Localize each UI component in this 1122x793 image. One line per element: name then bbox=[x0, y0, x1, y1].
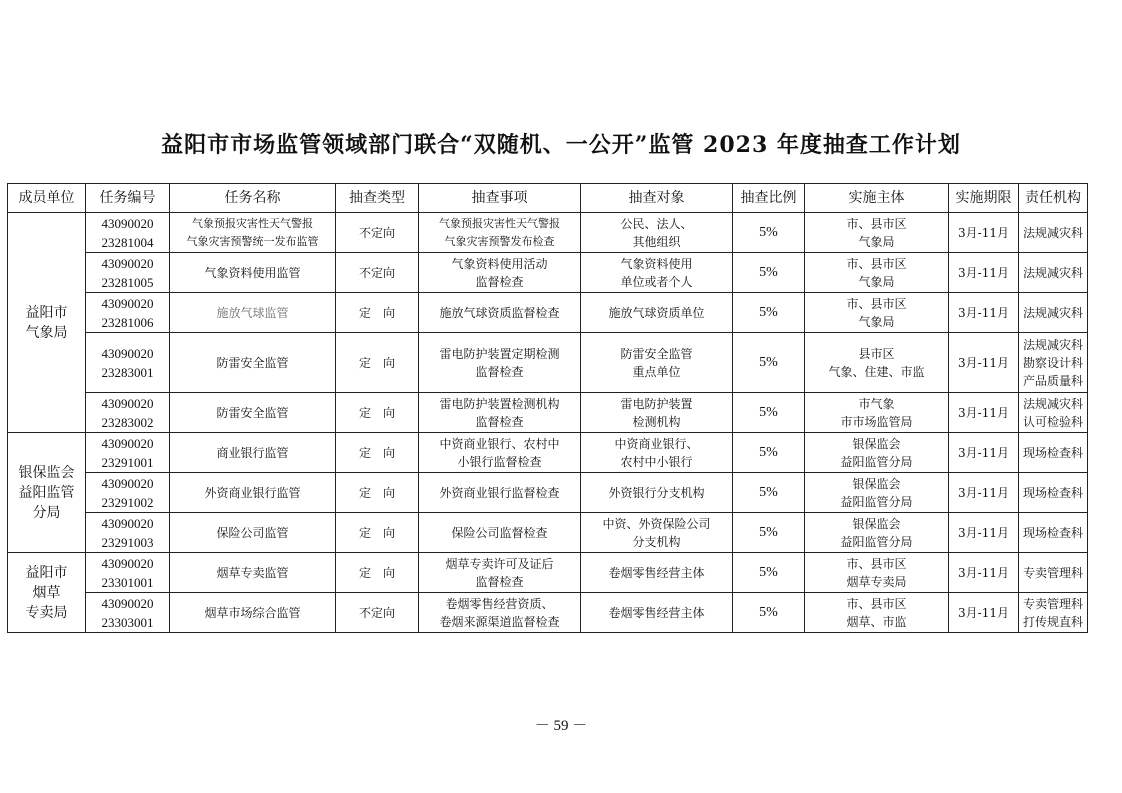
task-code-cell bbox=[86, 293, 170, 333]
responsible-org-cell bbox=[1019, 333, 1088, 393]
table-row bbox=[8, 553, 1088, 593]
header-responsible-org: 责任机构 bbox=[1019, 184, 1088, 213]
table-row bbox=[8, 513, 1088, 553]
period-cell: 3月-11月 bbox=[949, 213, 1019, 253]
table-row bbox=[8, 393, 1088, 433]
inspection-ratio-cell: 5% bbox=[733, 553, 805, 593]
inspection-ratio-cell: 5% bbox=[733, 293, 805, 333]
inspection-target-cell bbox=[581, 293, 733, 333]
implementing-body-cell-line: 市、县市区 bbox=[846, 596, 907, 611]
implementing-body-cell-line: 益阳监管分局 bbox=[840, 534, 913, 549]
implementing-body-cell-line: 市、县市区 bbox=[846, 256, 907, 271]
header-inspection-target: 抽查对象 bbox=[581, 184, 733, 213]
task-name-cell-line: 防雷安全监管 bbox=[216, 405, 289, 420]
member-unit-cell bbox=[8, 433, 86, 553]
period-cell: 3月-11月 bbox=[949, 433, 1019, 473]
inspection-target-cell-line: 公民、法人、 bbox=[620, 216, 693, 231]
inspection-item-cell bbox=[419, 513, 581, 553]
header-task-code: 任务编号 bbox=[86, 184, 170, 213]
task-code-cell bbox=[86, 253, 170, 293]
task-code-cell-line: 23281005 bbox=[101, 274, 154, 290]
member-unit-cell-line: 气象局 bbox=[25, 324, 68, 341]
implementing-body-cell-line: 气象局 bbox=[858, 314, 895, 329]
task-code-cell-line: 23291003 bbox=[101, 534, 154, 550]
member-unit-cell-line: 分局 bbox=[32, 504, 61, 521]
inspection-item-cell-line: 雷电防护装置定期检测 bbox=[439, 346, 560, 361]
inspection-item-cell-line: 监督检查 bbox=[475, 274, 524, 289]
task-name-cell bbox=[170, 513, 336, 553]
task-name-cell-line: 烟草市场综合监管 bbox=[204, 605, 301, 620]
responsible-org-cell-line: 法规减灾科 bbox=[1022, 337, 1083, 352]
implementing-body-cell-line: 银保监会 bbox=[852, 476, 901, 491]
inspection-target-cell-line: 施放气球资质单位 bbox=[608, 305, 705, 320]
inspection-item-cell-line: 中资商业银行、农村中 bbox=[439, 436, 560, 451]
responsible-org-cell-line: 现场检查科 bbox=[1022, 485, 1083, 500]
implementing-body-cell-line: 市气象 bbox=[858, 396, 895, 411]
responsible-org-cell bbox=[1019, 593, 1088, 633]
implementing-body-cell bbox=[805, 393, 949, 433]
inspection-ratio-cell: 5% bbox=[733, 393, 805, 433]
period-cell: 3月-11月 bbox=[949, 333, 1019, 393]
inspection-type-cell: 定 向 bbox=[336, 553, 419, 593]
responsible-org-cell bbox=[1019, 213, 1088, 253]
inspection-target-cell-line: 卷烟零售经营主体 bbox=[608, 605, 705, 620]
inspection-ratio-cell: 5% bbox=[733, 593, 805, 633]
header-member-unit: 成员单位 bbox=[8, 184, 86, 213]
header-implementing-body: 实施主体 bbox=[805, 184, 949, 213]
implementing-body-cell-line: 益阳监管分局 bbox=[840, 454, 913, 469]
task-code-cell bbox=[86, 513, 170, 553]
inspection-target-cell bbox=[581, 513, 733, 553]
inspection-target-cell-line: 雷电防护装置 bbox=[620, 396, 693, 411]
inspection-item-cell bbox=[419, 213, 581, 253]
inspection-target-cell-line: 其他组织 bbox=[632, 234, 681, 249]
task-name-cell bbox=[170, 473, 336, 513]
inspection-target-cell bbox=[581, 253, 733, 293]
task-name-cell-line: 烟草专卖监管 bbox=[216, 565, 289, 580]
inspection-item-cell-line: 气象灾害预警发布检查 bbox=[444, 234, 555, 248]
period-cell: 3月-11月 bbox=[949, 473, 1019, 513]
responsible-org-cell bbox=[1019, 293, 1088, 333]
task-name-cell bbox=[170, 593, 336, 633]
table-header-row bbox=[8, 184, 1088, 213]
implementing-body-cell bbox=[805, 333, 949, 393]
inspection-item-cell-line: 气象预报灾害性天气警报 bbox=[439, 216, 560, 230]
inspection-ratio-cell: 5% bbox=[733, 253, 805, 293]
page-title: 益阳市市场监管领域部门联合“双随机、一公开”监管 2023 年度抽查工作计划 bbox=[161, 132, 961, 158]
task-code-cell bbox=[86, 473, 170, 513]
task-code-cell bbox=[86, 553, 170, 593]
inspection-ratio-cell: 5% bbox=[733, 213, 805, 253]
inspection-target-cell-line: 气象资料使用 bbox=[620, 256, 693, 271]
header-task-name: 任务名称 bbox=[170, 184, 336, 213]
inspection-target-cell bbox=[581, 553, 733, 593]
inspection-target-cell-line: 单位或者个人 bbox=[620, 274, 693, 289]
task-code-cell-line: 43090020 bbox=[101, 555, 154, 571]
task-name-cell-line: 外资商业银行监管 bbox=[204, 485, 301, 500]
inspection-type-cell: 定 向 bbox=[336, 433, 419, 473]
responsible-org-cell-line: 打传规直科 bbox=[1022, 614, 1083, 629]
implementing-body-cell-line: 气象局 bbox=[858, 234, 895, 249]
task-code-cell bbox=[86, 433, 170, 473]
inspection-target-cell-line: 防雷安全监管 bbox=[620, 346, 693, 361]
inspection-item-cell-line: 施放气球资质监督检查 bbox=[439, 305, 560, 320]
responsible-org-cell-line: 法规减灾科 bbox=[1022, 305, 1083, 320]
inspection-ratio-cell: 5% bbox=[733, 473, 805, 513]
period-cell: 3月-11月 bbox=[949, 593, 1019, 633]
task-name-cell bbox=[170, 213, 336, 253]
inspection-item-cell bbox=[419, 253, 581, 293]
task-name-cell-line: 气象预报灾害性天气警报 bbox=[192, 216, 313, 230]
member-unit-cell-line: 专卖局 bbox=[25, 604, 68, 621]
implementing-body-cell-line: 烟草专卖局 bbox=[846, 574, 907, 589]
responsible-org-cell-line: 认可检验科 bbox=[1022, 414, 1083, 429]
period-cell: 3月-11月 bbox=[949, 553, 1019, 593]
inspection-item-cell-line: 监督检查 bbox=[475, 574, 524, 589]
member-unit-cell-line: 益阳市 bbox=[25, 304, 68, 321]
inspection-type-cell: 定 向 bbox=[336, 473, 419, 513]
member-unit-cell-line: 烟草 bbox=[32, 584, 61, 601]
inspection-target-cell-line: 中资、外资保险公司 bbox=[602, 516, 711, 531]
inspection-type-cell: 不定向 bbox=[336, 213, 419, 253]
inspection-target-cell-line: 外资银行分支机构 bbox=[608, 485, 705, 500]
implementing-body-cell-line: 银保监会 bbox=[852, 516, 901, 531]
inspection-type-cell: 定 向 bbox=[336, 513, 419, 553]
task-code-cell bbox=[86, 393, 170, 433]
responsible-org-cell-line: 专卖管理科 bbox=[1022, 565, 1083, 580]
inspection-ratio-cell: 5% bbox=[733, 513, 805, 553]
inspection-target-cell-line: 分支机构 bbox=[632, 534, 681, 549]
implementing-body-cell bbox=[805, 253, 949, 293]
task-code-cell-line: 23281004 bbox=[101, 234, 154, 250]
inspection-plan-table bbox=[7, 183, 1088, 633]
inspection-target-cell-line: 卷烟零售经营主体 bbox=[608, 565, 705, 580]
table-row bbox=[8, 333, 1088, 393]
task-name-cell-line: 商业银行监管 bbox=[216, 445, 289, 460]
table-row bbox=[8, 433, 1088, 473]
implementing-body-cell-line: 市、县市区 bbox=[846, 296, 907, 311]
task-code-cell-line: 23291002 bbox=[101, 494, 154, 510]
inspection-item-cell bbox=[419, 433, 581, 473]
inspection-type-cell: 定 向 bbox=[336, 333, 419, 393]
inspection-target-cell bbox=[581, 213, 733, 253]
inspection-item-cell-line: 卷烟来源渠道监督检查 bbox=[439, 614, 560, 629]
inspection-item-cell bbox=[419, 473, 581, 513]
responsible-org-cell-line: 产品质量科 bbox=[1022, 373, 1083, 388]
task-name-cell-line: 保险公司监管 bbox=[216, 525, 289, 540]
inspection-item-cell-line: 外资商业银行监督检查 bbox=[439, 485, 560, 500]
responsible-org-cell bbox=[1019, 513, 1088, 553]
task-code-cell-line: 23291001 bbox=[101, 454, 154, 470]
inspection-item-cell-line: 烟草专卖许可及证后 bbox=[445, 556, 554, 571]
period-cell: 3月-11月 bbox=[949, 253, 1019, 293]
table-row bbox=[8, 593, 1088, 633]
inspection-ratio-cell: 5% bbox=[733, 333, 805, 393]
responsible-org-cell-line: 现场检查科 bbox=[1022, 525, 1083, 540]
implementing-body-cell-line: 益阳监管分局 bbox=[840, 494, 913, 509]
implementing-body-cell bbox=[805, 513, 949, 553]
implementing-body-cell-line: 气象、住建、市监 bbox=[828, 364, 925, 379]
implementing-body-cell bbox=[805, 213, 949, 253]
responsible-org-cell bbox=[1019, 553, 1088, 593]
task-code-cell bbox=[86, 213, 170, 253]
table-row bbox=[8, 473, 1088, 513]
implementing-body-cell-line: 县市区 bbox=[858, 346, 895, 361]
inspection-type-cell: 定 向 bbox=[336, 393, 419, 433]
member-unit-cell-line: 益阳监管 bbox=[18, 484, 75, 501]
task-code-cell-line: 43090020 bbox=[101, 515, 154, 531]
inspection-item-cell-line: 气象资料使用活动 bbox=[451, 256, 548, 271]
inspection-type-cell: 定 向 bbox=[336, 293, 419, 333]
task-code-cell-line: 23301001 bbox=[101, 574, 154, 590]
table-row bbox=[8, 213, 1088, 253]
inspection-target-cell-line: 中资商业银行、 bbox=[614, 436, 699, 451]
inspection-item-cell bbox=[419, 393, 581, 433]
inspection-item-cell-line: 监督检查 bbox=[475, 364, 524, 379]
inspection-item-cell bbox=[419, 293, 581, 333]
responsible-org-cell bbox=[1019, 473, 1088, 513]
inspection-target-cell-line: 重点单位 bbox=[632, 364, 681, 379]
inspection-target-cell bbox=[581, 473, 733, 513]
task-name-cell-line: 气象资料使用监管 bbox=[204, 265, 301, 280]
implementing-body-cell-line: 气象局 bbox=[858, 274, 895, 289]
task-name-cell bbox=[170, 393, 336, 433]
implementing-body-cell bbox=[805, 293, 949, 333]
task-name-cell-line: 防雷安全监管 bbox=[216, 355, 289, 370]
task-name-cell bbox=[170, 293, 336, 333]
table-row bbox=[8, 253, 1088, 293]
responsible-org-cell bbox=[1019, 433, 1088, 473]
member-unit-cell bbox=[8, 553, 86, 633]
implementing-body-cell bbox=[805, 593, 949, 633]
period-cell: 3月-11月 bbox=[949, 393, 1019, 433]
inspection-item-cell bbox=[419, 333, 581, 393]
table-row bbox=[8, 293, 1088, 333]
implementing-body-cell bbox=[805, 433, 949, 473]
responsible-org-cell-line: 法规减灾科 bbox=[1022, 396, 1083, 411]
member-unit-cell bbox=[8, 213, 86, 433]
header-inspection-type: 抽查类型 bbox=[336, 184, 419, 213]
task-code-cell-line: 23283001 bbox=[101, 364, 154, 380]
inspection-item-cell-line: 雷电防护装置检测机构 bbox=[439, 396, 560, 411]
task-code-cell-line: 43090020 bbox=[101, 595, 154, 611]
inspection-item-cell-line: 监督检查 bbox=[475, 414, 524, 429]
inspection-target-cell-line: 农村中小银行 bbox=[620, 454, 693, 469]
inspection-type-cell: 不定向 bbox=[336, 593, 419, 633]
task-name-cell bbox=[170, 253, 336, 293]
header-period: 实施期限 bbox=[949, 184, 1019, 213]
inspection-item-cell-line: 小银行监督检查 bbox=[457, 454, 542, 469]
page-number: － 59 － bbox=[534, 718, 588, 734]
task-name-cell bbox=[170, 333, 336, 393]
inspection-item-cell-line: 卷烟零售经营资质、 bbox=[445, 596, 554, 611]
inspection-item-cell bbox=[419, 593, 581, 633]
inspection-item-cell-line: 保险公司监督检查 bbox=[451, 525, 548, 540]
inspection-target-cell-line: 检测机构 bbox=[632, 414, 681, 429]
task-code-cell-line: 43090020 bbox=[101, 475, 154, 491]
task-name-cell bbox=[170, 553, 336, 593]
responsible-org-cell-line: 法规减灾科 bbox=[1022, 225, 1083, 240]
implementing-body-cell-line: 市、县市区 bbox=[846, 216, 907, 231]
inspection-type-cell: 不定向 bbox=[336, 253, 419, 293]
task-name-cell-line: 气象灾害预警统一发布监管 bbox=[186, 234, 319, 248]
implementing-body-cell bbox=[805, 473, 949, 513]
task-code-cell-line: 23281006 bbox=[101, 314, 154, 330]
implementing-body-cell-line: 银保监会 bbox=[852, 436, 901, 451]
member-unit-cell-line: 益阳市 bbox=[25, 564, 68, 581]
responsible-org-cell-line: 法规减灾科 bbox=[1022, 265, 1083, 280]
inspection-target-cell bbox=[581, 333, 733, 393]
inspection-item-cell bbox=[419, 553, 581, 593]
task-name-cell bbox=[170, 433, 336, 473]
period-cell: 3月-11月 bbox=[949, 293, 1019, 333]
task-code-cell-line: 43090020 bbox=[101, 215, 154, 231]
task-code-cell-line: 43090020 bbox=[101, 295, 154, 311]
inspection-target-cell bbox=[581, 393, 733, 433]
task-code-cell-line: 23283002 bbox=[101, 414, 154, 430]
implementing-body-cell-line: 烟草、市监 bbox=[846, 614, 907, 629]
header-inspection-item: 抽查事项 bbox=[419, 184, 581, 213]
task-code-cell-line: 43090020 bbox=[101, 435, 154, 451]
task-code-cell-line: 43090020 bbox=[101, 345, 154, 361]
inspection-target-cell bbox=[581, 433, 733, 473]
inspection-target-cell bbox=[581, 593, 733, 633]
responsible-org-cell-line: 勘察设计科 bbox=[1022, 355, 1083, 370]
task-code-cell-line: 43090020 bbox=[101, 255, 154, 271]
task-code-cell-line: 23303001 bbox=[101, 614, 154, 630]
task-code-cell bbox=[86, 593, 170, 633]
implementing-body-cell-line: 市市场监管局 bbox=[840, 414, 913, 429]
header-inspection-ratio: 抽查比例 bbox=[733, 184, 805, 213]
responsible-org-cell-line: 专卖管理科 bbox=[1022, 596, 1083, 611]
period-cell: 3月-11月 bbox=[949, 513, 1019, 553]
inspection-ratio-cell: 5% bbox=[733, 433, 805, 473]
responsible-org-cell bbox=[1019, 253, 1088, 293]
implementing-body-cell-line: 市、县市区 bbox=[846, 556, 907, 571]
task-name-cell-line: 施放气球监管 bbox=[216, 305, 289, 320]
task-code-cell bbox=[86, 333, 170, 393]
implementing-body-cell bbox=[805, 553, 949, 593]
member-unit-cell-line: 银保监会 bbox=[18, 464, 75, 481]
responsible-org-cell bbox=[1019, 393, 1088, 433]
task-code-cell-line: 43090020 bbox=[101, 395, 154, 411]
responsible-org-cell-line: 现场检查科 bbox=[1022, 445, 1083, 460]
